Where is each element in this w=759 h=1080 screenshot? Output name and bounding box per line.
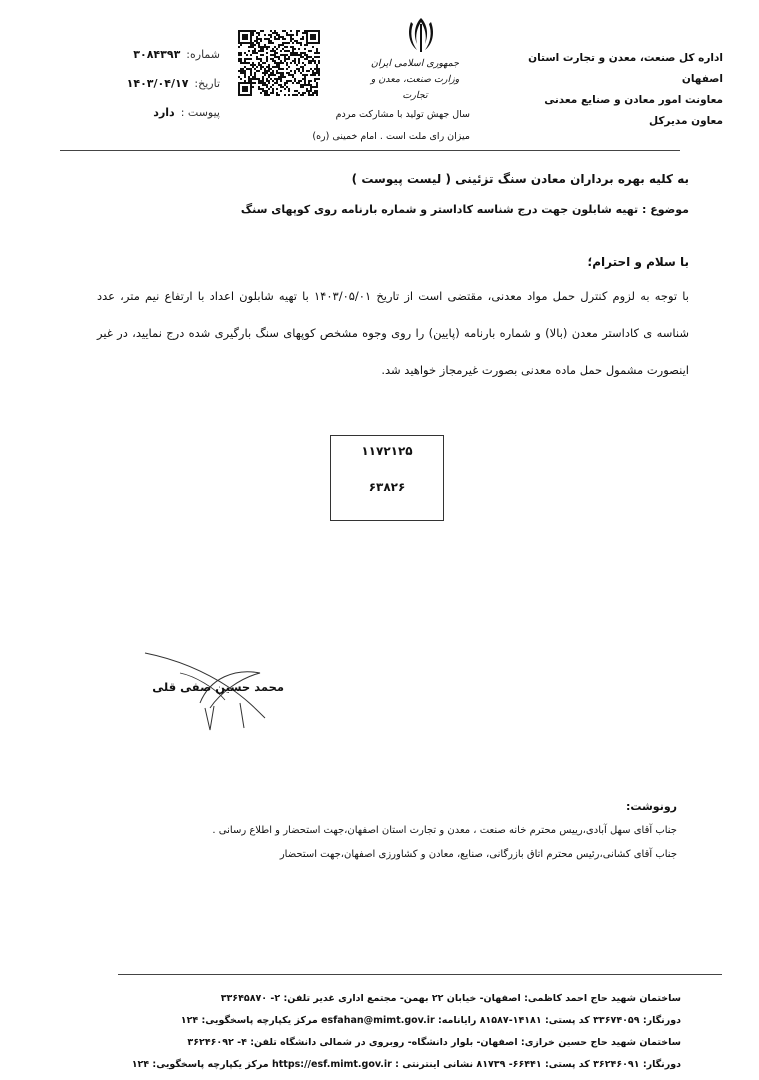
date-label: تاریخ:	[194, 77, 220, 90]
ministry-title	[360, 56, 470, 104]
letter-meta	[100, 40, 220, 127]
cadastre-id: ۱۱۷۲۱۲۵	[361, 444, 413, 458]
footer-line: ساختمان شهید حاج حسین خرازی: اصفهان- بلوار دانشگاه- روبروی در شمالی دانشگاه تلفن: ۴- ۳۶۲۴۶۰۹۲	[187, 1037, 681, 1048]
body-text: با توجه به لزوم کنترل حمل مواد معدنی، مقتضی است از تاریخ ۱۴۰۳/۰۵/۰۱ با تهیه شابلون اعداد با ارتفاع نیم متر، عدد شناسه ی کاداستر معدن (بالا) و شماره بارنامه (پایین) را روی وجوه مشخص کوپهای سنگ بارگیری شده درج نمایید، در غیر اینصورت مشمول حمل ماده معدنی بصورت غیرمجاز خواهید شد.	[97, 289, 689, 377]
stencil-sample-box	[330, 435, 444, 521]
footer-line: دورنگار: ۳۶۲۴۶۰۹۱ کد پستی: ۶۶۴۴۱- ۸۱۷۳۹ نشانی اینترنتی : https://esf.mimt.gov.ir مرکز یکپارچه پاسخگویی: ۱۲۴	[131, 1059, 681, 1070]
cc-label: رونوشت:	[625, 800, 677, 813]
attachment-value: دارد	[153, 106, 175, 119]
attachment-row	[100, 98, 220, 127]
attachment-label: پیوست :	[180, 106, 220, 119]
ministry-line: جمهوری اسلامی ایران	[370, 58, 460, 69]
organization-header	[493, 48, 723, 132]
letter-body	[97, 278, 689, 389]
cc-line: جناب آقای کشانی،رئیس محترم اتاق بازرگانی، صنایع، معادن و کشاورزی اصفهان،جهت استحضار	[279, 849, 677, 860]
footer-line: دورنگار: ۳۳۶۷۴۰۵۹ کد پستی: ۱۴۱۸۱-۸۱۵۸۷ رایانامه: esfahan@mimt.gov.ir مرکز یکپارچه پاسخگویی: ۱۲۴	[180, 1015, 681, 1026]
number-label: شماره:	[186, 48, 220, 61]
footer-line: ساختمان شهید حاج احمد کاظمی: اصفهان- خیابان ۲۲ بهمن- مجتمع اداری غدیر تلفن: ۲- ۳۳۶۴۵۸۷۰	[220, 993, 681, 1004]
footer-divider	[118, 974, 722, 975]
motto	[300, 104, 470, 148]
addressee: به کلیه بهره برداران معادن سنگ تزئینی ( لیست پیوست )	[351, 172, 689, 186]
qr-code	[238, 30, 320, 96]
motto-year: سال جهش تولید با مشارکت مردم	[335, 109, 470, 120]
number-row	[100, 40, 220, 69]
cc-section	[117, 795, 677, 867]
date-value: ۱۴۰۳/۰۴/۱۷	[126, 77, 189, 90]
greeting: با سلام و احترام؛	[587, 255, 689, 269]
header-divider	[60, 150, 680, 151]
signer-name: محمد حسین صفی قلی	[152, 680, 284, 694]
waybill-number: ۶۳۸۲۶	[368, 480, 406, 494]
org-line: معاونت امور معادن و صنایع معدنی	[544, 94, 723, 106]
subject: موضوع : تهیه شابلون جهت درج شناسه کاداستر و شماره بارنامه روی کوپهای سنگ	[240, 203, 689, 216]
ministry-line: وزارت صنعت، معدن و تجارت	[370, 74, 460, 101]
footer	[61, 988, 681, 1076]
number-value: ۳۰۸۴۳۹۳	[133, 48, 181, 61]
org-line: اداره کل صنعت، معدن و تجارت استان اصفهان	[528, 52, 723, 85]
date-row	[100, 69, 220, 98]
motto-quote: میزان رای ملت است . امام خمینی (ره)	[312, 131, 470, 142]
cc-line: جناب آقای سهل آبادی،رییس محترم خانه صنعت ، معدن و تجارت استان اصفهان،جهت استحضار و اطلاع رسانی .	[212, 825, 677, 836]
org-line: معاون مدیرکل	[648, 115, 723, 127]
iran-emblem-icon	[405, 14, 437, 58]
